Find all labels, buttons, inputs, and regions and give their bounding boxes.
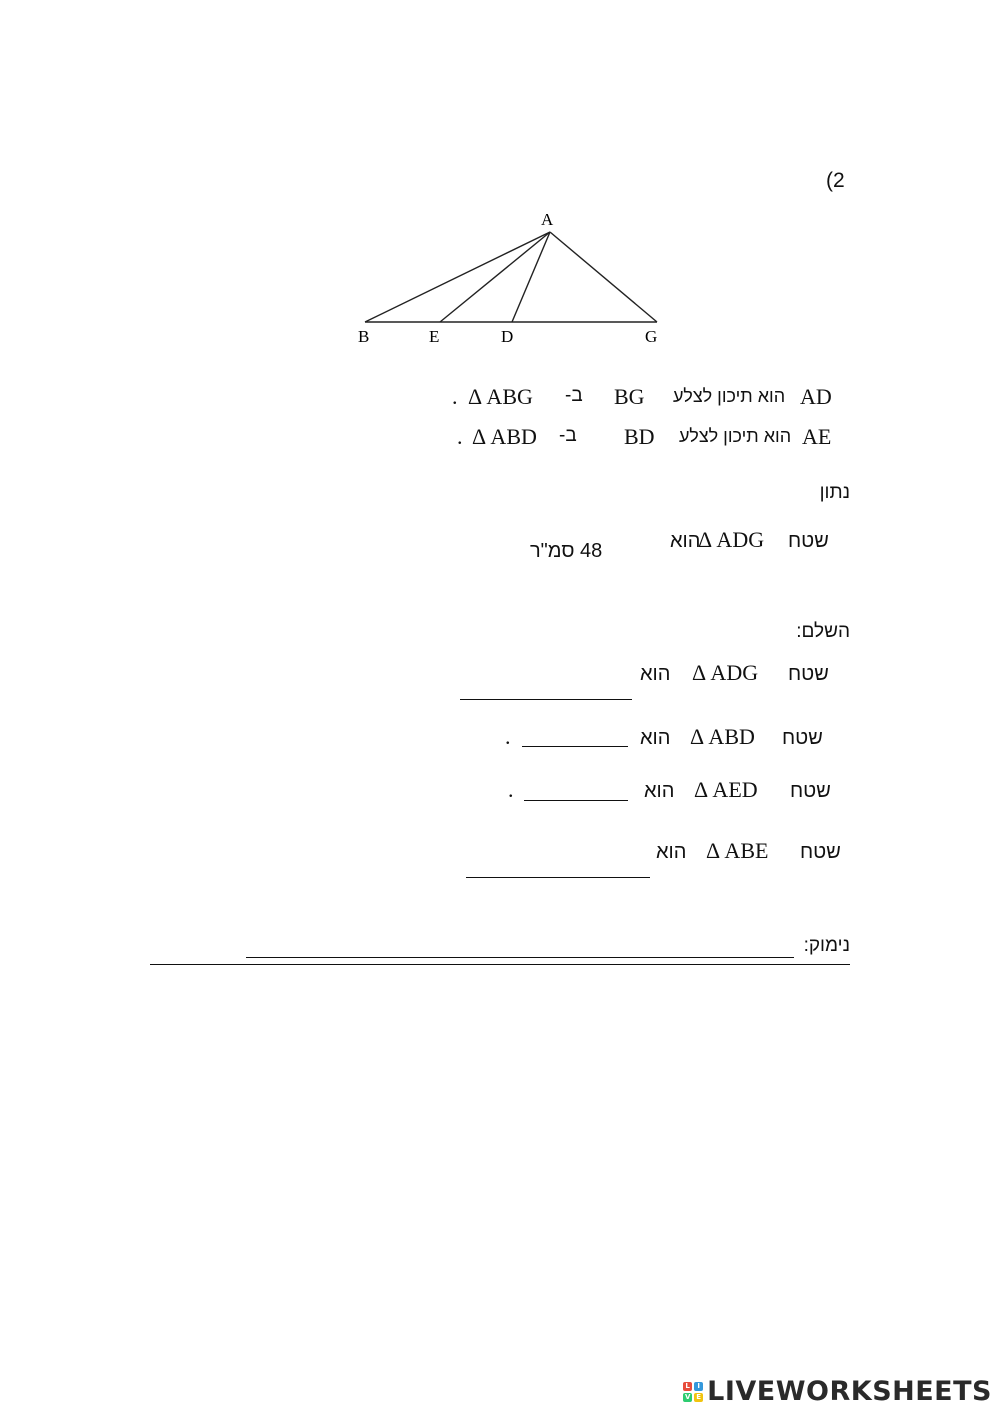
segment-ag — [550, 232, 657, 322]
complete-item-3-suffix: . — [508, 777, 514, 802]
complete-item-3-word-area: שטח — [790, 780, 831, 802]
liveworksheets-logo — [683, 1376, 992, 1407]
given-triangle: Δ ADG — [698, 527, 765, 552]
complete-item-2-suffix: . — [505, 724, 511, 749]
given-word-is: הוא — [670, 530, 701, 552]
statement-2-end: . — [457, 424, 463, 449]
complete-item-1-word-is: הוא — [640, 663, 671, 685]
statement-1-triangle: Δ ABG — [468, 384, 533, 409]
logo-icon — [683, 1382, 703, 1402]
logo-letter-l: L — [683, 1382, 692, 1391]
complete-item-2 — [505, 724, 845, 754]
given-word-area: שטח — [788, 530, 829, 552]
answer-blank-3[interactable] — [524, 800, 628, 801]
answer-blank-4[interactable] — [466, 877, 650, 878]
label-g: G — [645, 327, 658, 346]
given-heading: נתון — [819, 482, 850, 503]
complete-item-3-word-is: הוא — [644, 780, 675, 802]
answer-blank-2[interactable] — [522, 746, 628, 747]
complete-item-4-word-is: הוא — [656, 841, 687, 863]
statement-1-segment: AD — [800, 384, 832, 409]
logo-letter-e: E — [694, 1393, 703, 1402]
reasoning-blank-full[interactable] — [150, 964, 850, 965]
answer-blank-1[interactable] — [460, 699, 632, 700]
label-a: A — [541, 210, 554, 229]
complete-item-4-word-area: שטח — [800, 841, 841, 863]
label-d: D — [501, 327, 514, 346]
complete-item-2-word-area: שטח — [782, 727, 823, 749]
given-value: 48 סמ"ר — [530, 540, 603, 562]
statement-2-segment: AE — [802, 424, 832, 449]
given-line — [530, 527, 850, 561]
complete-item-2-word-is: הוא — [640, 727, 671, 749]
complete-item-2-triangle: Δ ABD — [690, 724, 755, 749]
statement-2-triangle: Δ ABD — [472, 424, 537, 449]
logo-letter-v: V — [684, 1392, 691, 1401]
complete-item-1 — [460, 660, 840, 705]
statement-1-prep: ב- — [565, 385, 583, 406]
complete-item-1-triangle: Δ ADG — [692, 660, 759, 685]
question-number: (2 — [826, 169, 845, 192]
statement-1-text: הוא תיכון לצלע — [673, 386, 786, 406]
label-e: E — [429, 327, 440, 346]
complete-item-3-triangle: Δ AED — [694, 777, 758, 802]
segment-ad — [512, 232, 550, 322]
statement-1 — [452, 384, 842, 412]
statement-1-side: BG — [614, 384, 645, 409]
statement-2-side: BD — [624, 424, 655, 449]
reasoning-blank-inline[interactable] — [246, 957, 794, 958]
logo-letter-i: I — [694, 1382, 703, 1391]
reasoning-line — [150, 935, 850, 967]
statement-1-end: . — [452, 384, 458, 409]
reasoning-label: נימוק: — [803, 935, 850, 956]
complete-item-4 — [466, 838, 850, 883]
statement-2-text: הוא תיכון לצלע — [679, 426, 792, 446]
triangle-figure — [340, 200, 700, 360]
logo-text: LIVEWORKSHEETS — [707, 1376, 992, 1407]
label-b: B — [358, 327, 370, 346]
statement-2-prep: ב- — [559, 425, 577, 446]
complete-heading: השלם: — [796, 621, 850, 642]
statement-2 — [452, 424, 842, 452]
complete-item-1-word-area: שטח — [788, 663, 829, 685]
complete-item-4-triangle: Δ ABE — [706, 838, 769, 863]
complete-item-3 — [508, 777, 848, 807]
